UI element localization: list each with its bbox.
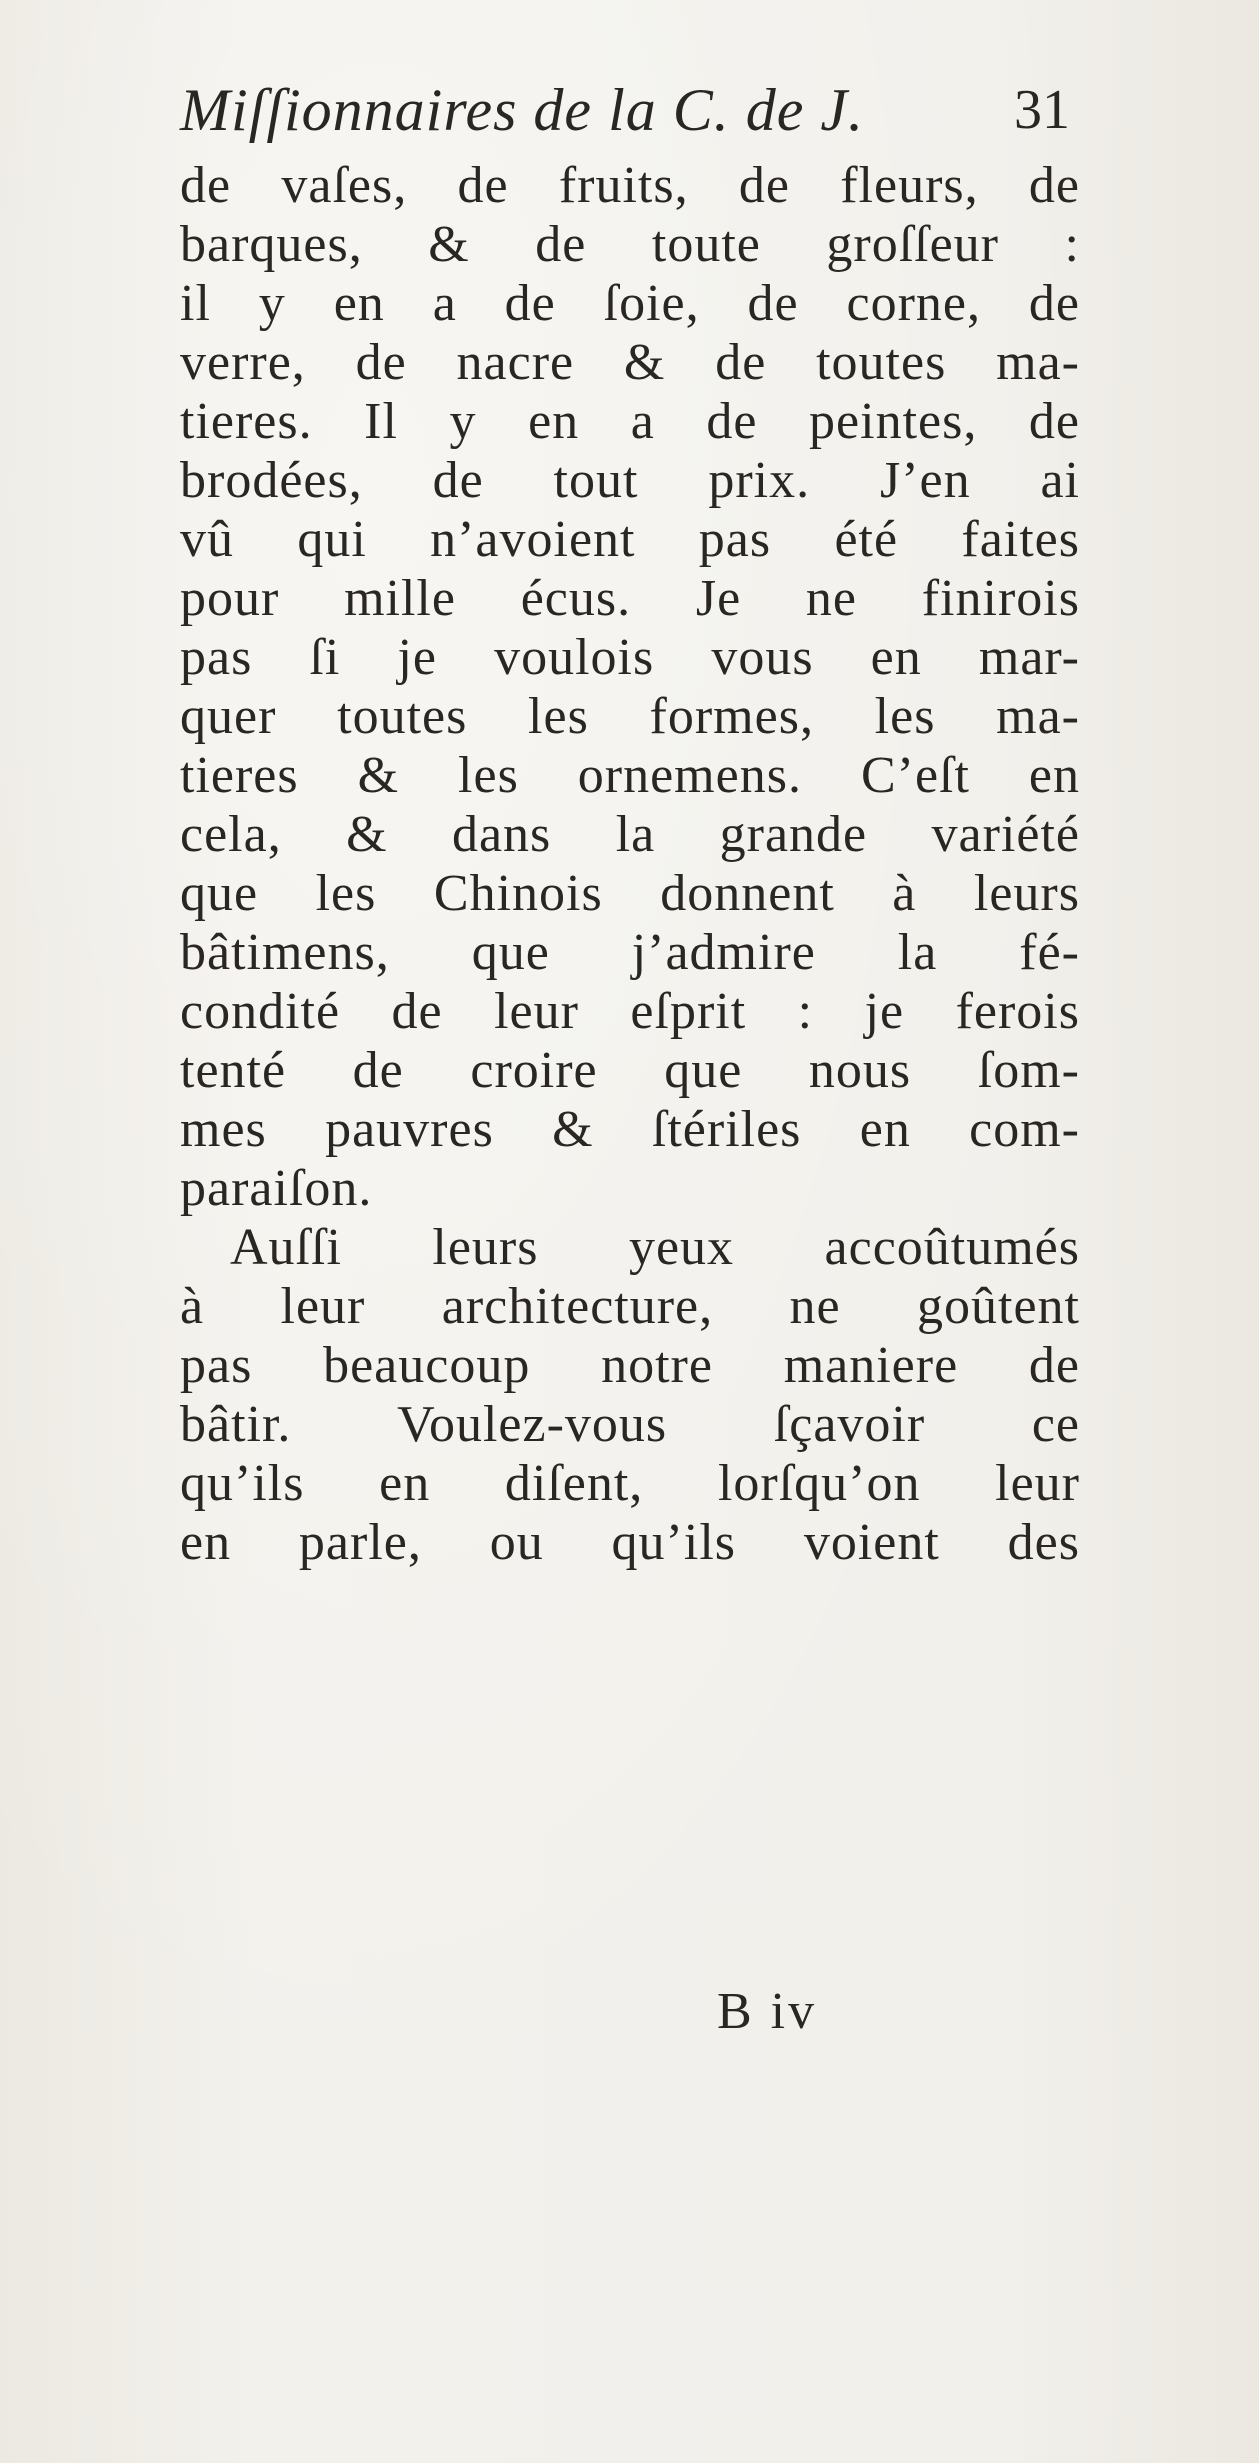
text-line: pas ſi je voulois vous en mar-	[180, 629, 1080, 686]
page-number: 31	[1014, 79, 1070, 141]
paragraph-end-line: paraiſon.	[180, 1160, 373, 1217]
text-line: quer toutes les formes, les ma-	[180, 688, 1080, 745]
text-line: à leur architecture, ne goûtent	[180, 1278, 1080, 1335]
text-line: mes pauvres & ſtériles en com-	[180, 1101, 1080, 1158]
text-line: de vaſes, de fruits, de fleurs, de	[180, 157, 1080, 214]
text-line: brodées, de tout prix. J’en ai	[180, 452, 1080, 509]
text-line: pas beaucoup notre maniere de	[180, 1337, 1080, 1394]
text-line: tieres & les ornemens. C’eſt en	[180, 747, 1080, 804]
running-head: Miſſionnaires de la C. de J.	[180, 77, 865, 143]
text-line: en parle, ou qu’ils voient des	[180, 1514, 1080, 1571]
text-line: cela, & dans la grande variété	[180, 806, 1080, 863]
text-line: pour mille écus. Je ne finirois	[180, 570, 1080, 627]
body-text	[180, 156, 1080, 1572]
text-line: bâtimens, que j’admire la fé-	[180, 924, 1080, 981]
text-line: condité de leur eſprit : je ferois	[180, 983, 1080, 1040]
text-line: verre, de nacre & de toutes ma-	[180, 334, 1080, 391]
page-header	[180, 70, 1070, 150]
text-line: tenté de croire que nous ſom-	[180, 1042, 1080, 1099]
text-line: qu’ils en diſent, lorſqu’on leur	[180, 1455, 1080, 1512]
text-line: tieres. Il y en a de peintes, de	[180, 393, 1080, 450]
text-line: que les Chinois donnent à leurs	[180, 865, 1080, 922]
text-line: barques, & de toute groſſeur :	[180, 216, 1080, 273]
text-line: bâtir. Voulez-vous ſçavoir ce	[180, 1396, 1080, 1453]
paragraph-start-line: Auſſi leurs yeux accoûtumés	[230, 1219, 1080, 1276]
text-line: il y en a de ſoie, de corne, de	[180, 275, 1080, 332]
text-line: vû qui n’avoient pas été faites	[180, 511, 1080, 568]
signature-mark: B iv	[717, 1983, 818, 2040]
